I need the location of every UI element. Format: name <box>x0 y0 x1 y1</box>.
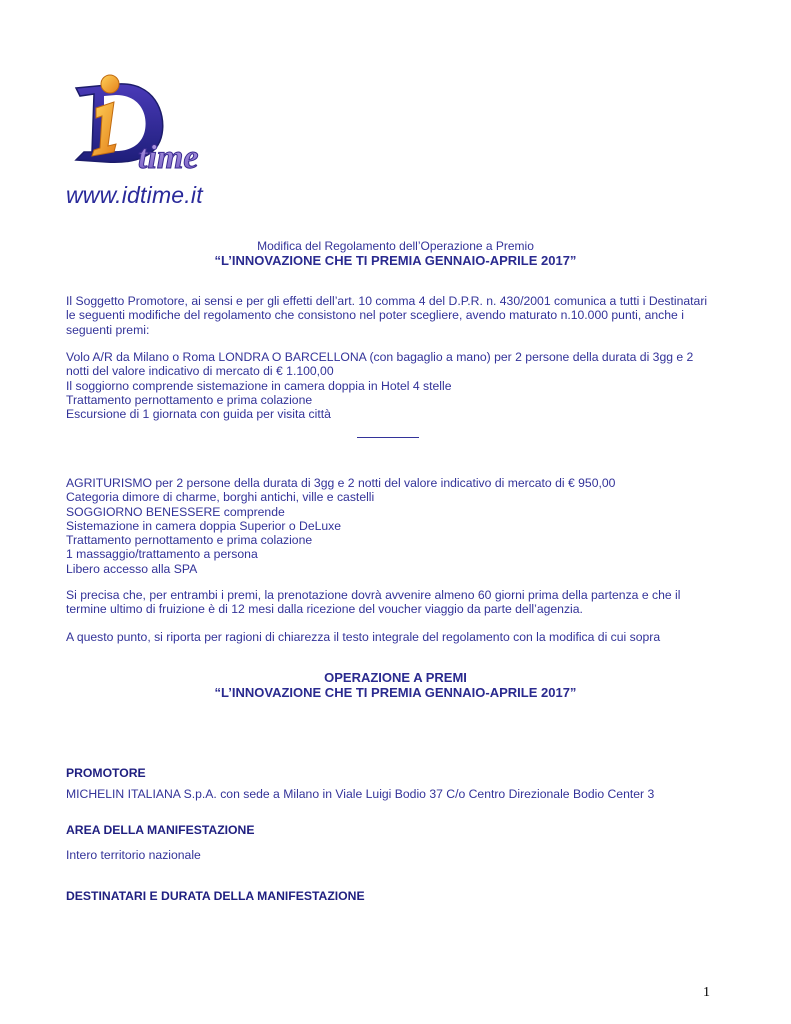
paragraph-clarification <box>66 630 726 644</box>
document-subtitle: Modifica del Regolamento dell’Operazione a Premio <box>257 239 534 253</box>
section-heading-area: AREA DELLA MANIFESTAZIONE <box>66 823 255 837</box>
paragraph-prize-agriturismo <box>66 476 726 576</box>
website-url: www.idtime.it <box>66 182 203 208</box>
operation-heading: OPERAZIONE A PREMI <box>324 670 467 685</box>
text-line: le seguenti modifiche del regolamento che consistono nel poter scegliere, avendo maturato n.10.000 punti, anche i <box>66 308 684 323</box>
separator-line <box>357 437 419 438</box>
text-line: Volo A/R da Milano o Roma LONDRA O BARCELLONA (con bagaglio a mano) per 2 persone della durata di 3gg e 2 <box>66 350 694 364</box>
text-line: Il Soggetto Promotore, ai sensi e per gli effetti dell’art. 10 comma 4 del D.P.R. n. 430/2001 comunica a tutti i Destinatari <box>66 294 708 308</box>
text-line: Il soggiorno comprende sistemazione in camera doppia in Hotel 4 stelle <box>66 378 452 393</box>
operation-title: “L’INNOVAZIONE CHE TI PREMIA GENNAIO-APRILE 2017” <box>214 685 577 700</box>
text-line: Trattamento pernottamento e prima colazione <box>66 533 313 548</box>
text-line: Si precisa che, per entrambi i premi, la prenotazione dovrà avvenire almeno 60 giorni prima della partenza e che il <box>66 588 681 602</box>
text-line: SOGGIORNO BENESSERE comprende <box>66 504 285 519</box>
text-line: 1 massaggio/trattamento a persona <box>66 547 258 562</box>
idtime-logo <box>66 72 216 176</box>
logo-time-text: time <box>138 139 199 176</box>
paragraph-modification <box>66 294 726 337</box>
text-line: notti del valore indicativo di mercato di € 1.100,00 <box>66 364 334 379</box>
section-body-area: Intero territorio nazionale <box>66 848 201 862</box>
section-heading-destinatari: DESTINATARI E DURATA DELLA MANIFESTAZIONE <box>66 889 365 903</box>
text-line: Escursione di 1 giornata con guida per visita città <box>66 407 331 422</box>
paragraph-prize-flight <box>66 350 726 421</box>
text-line: termine ultimo di fruizione è di 12 mesi dalla ricezione del voucher viaggio da parte dell’agenzia. <box>66 602 583 617</box>
text-line: Trattamento pernottamento e prima colazione <box>66 392 313 407</box>
document-title: “L’INNOVAZIONE CHE TI PREMIA GENNAIO-APRILE 2017” <box>214 253 577 268</box>
text-line: A questo punto, si riporta per ragioni di chiarezza il testo integrale del regolamento con la modifica di cui sopra <box>66 630 661 644</box>
text-line: seguenti premi: <box>66 322 150 337</box>
text-line: Libero accesso alla SPA <box>66 561 198 576</box>
section-body-promotore: MICHELIN ITALIANA S.p.A. con sede a Milano in Viale Luigi Bodio 37 C/o Centro Direzionale Bodio Center 3 <box>66 787 655 801</box>
text-line: Categoria dimore di charme, borghi antichi, ville e castelli <box>66 490 375 505</box>
text-line: AGRITURISMO per 2 persone della durata di 3gg e 2 notti del valore indicativo di mercato di € 950,00 <box>66 476 616 490</box>
text-line: Sistemazione in camera doppia Superior o DeLuxe <box>66 518 342 533</box>
paragraph-booking-terms <box>66 588 726 617</box>
section-heading-promotore: PROMOTORE <box>66 766 146 780</box>
page-number: 1 <box>703 985 710 1000</box>
